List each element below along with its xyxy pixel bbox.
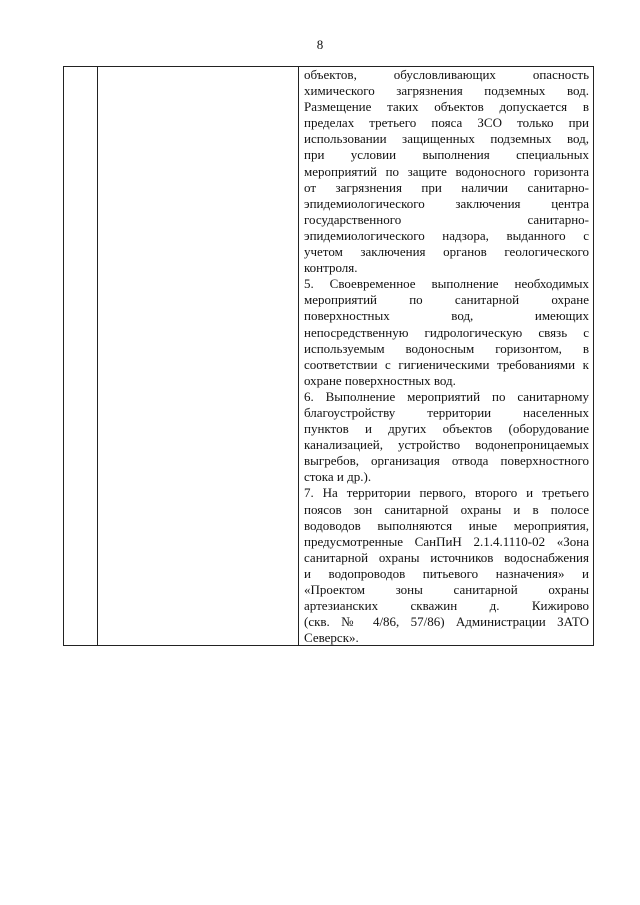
text-line: поясов зон санитарной охраны и в полосе xyxy=(304,501,589,517)
column-divider-1 xyxy=(97,67,98,645)
text-line: непосредственную гидрологическую связь с xyxy=(304,324,589,340)
text-line: мероприятий по санитарной охране xyxy=(304,292,589,308)
text-line: эпидемиологического надзора, выданного с xyxy=(304,227,589,243)
text-line: Северск». xyxy=(304,630,359,646)
text-line: эпидемиологического заключения центра xyxy=(304,195,589,211)
text-line: благоустройству территории населенных xyxy=(304,404,589,420)
text-line: (скв. № 4/86, 57/86) Администрации ЗАТО xyxy=(304,614,589,630)
text-line: соответствии с гигиеническими требованиями к xyxy=(304,356,589,372)
text-line: водоводов выполняются иные мероприятия, xyxy=(304,517,589,533)
text-line: объектов, обусловливающих опасность xyxy=(304,67,589,82)
text-line: пунктов и других объектов (оборудование xyxy=(304,421,589,437)
text-line: учетом заключения органов геологического xyxy=(304,244,589,260)
text-line: поверхностных вод, имеющих xyxy=(304,308,589,324)
text-line: Размещение таких объектов допускается в xyxy=(304,99,589,115)
text-line: «Проектом зоны санитарной охраны xyxy=(304,582,589,597)
table-cell-measures-text xyxy=(304,67,589,646)
text-line: охране поверхностных вод. xyxy=(304,372,456,388)
text-line: контроля. xyxy=(304,260,358,276)
text-line: выгребов, организация отвода поверхностного xyxy=(304,453,589,469)
text-line: пределах третьего пояса ЗСО только при xyxy=(304,115,589,131)
text-line: 5. Своевременное выполнение необходимых xyxy=(304,276,589,292)
text-line: и водопроводов питьевого назначения» и xyxy=(304,565,589,581)
text-line: химического загрязнения подземных вод. xyxy=(304,83,589,99)
text-line: использовании защищенных подземных вод, xyxy=(304,131,589,147)
text-line: артезианских скважин д. Кижирово xyxy=(304,598,589,614)
text-line: от загрязнения при наличии санитарно- xyxy=(304,179,589,195)
text-line: при условии выполнения специальных xyxy=(304,147,589,163)
text-line: государственного санитарно- xyxy=(304,211,589,227)
page-number: 8 xyxy=(316,37,324,52)
text-line: используемым водоносным горизонтом, в xyxy=(304,340,589,356)
text-line: 6. Выполнение мероприятий по санитарному xyxy=(304,388,589,404)
column-divider-2 xyxy=(298,67,299,645)
text-line: мероприятий по защите водоносного горизонта xyxy=(304,163,589,179)
text-line: 7. На территории первого, второго и третьего xyxy=(304,485,589,501)
text-line: канализацией, устройство водонепроницаемых xyxy=(304,437,589,453)
text-line: предусмотренные СанПиН 2.1.4.1110-02 «Зона xyxy=(304,533,589,549)
document-table xyxy=(63,66,594,646)
text-line: санитарной охраны источников водоснабжения xyxy=(304,549,589,565)
text-line: стока и др.). xyxy=(304,469,372,485)
